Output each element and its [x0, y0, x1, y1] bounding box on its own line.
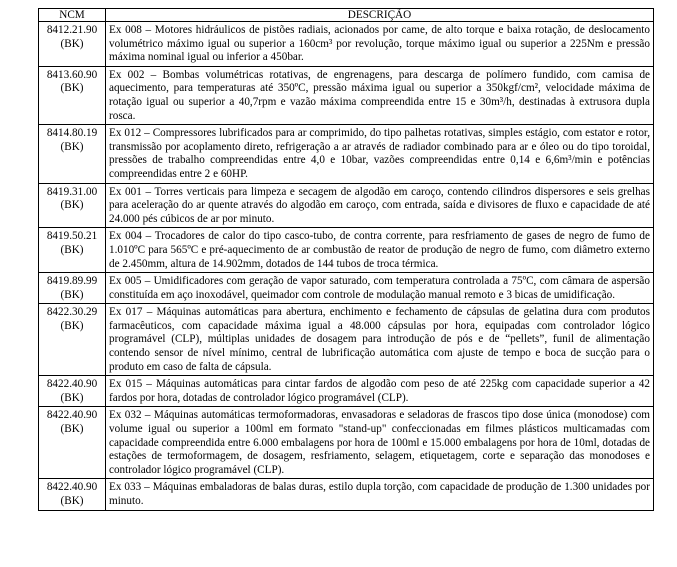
ncm-code: 8413.60.90: [46, 68, 98, 81]
ncm-cell: [39, 273, 106, 304]
description-cell: Ex 017 – Máquinas automáticas para abertura, enchimento e fechamento de cápsulas de gelatina dura com produtos farmacêuticos, com capacidade máxima igual a 48.000 cápsulas por hora, equipadas com controlador lógico programável (CLP), múltiplas unidades de dosagem para introdução de pós e de “pellets”, funil de alimentação contendo sensor de nível mínimo, central de lubrificação automática com ajuste de tempo e boca de sucção para o produto em caso de falta de cápsula.: [106, 304, 654, 376]
description-cell: Ex 004 – Trocadores de calor do tipo casco-tubo, de contra corrente, para resfriamento de gases de negro de fumo de 1.010ºC para 565ºC e pré-aquecimento de ar combustão de reator de produção de negro de fumo, com diâmetro externo de 2.450mm, altura de 14.902mm, dotados de 144 tubos de troca térmica.: [106, 228, 654, 273]
ncm-cell: [39, 228, 106, 273]
table-row: [39, 407, 654, 479]
table-row: [39, 228, 654, 273]
description-cell: Ex 032 – Máquinas automáticas termoformadoras, envasadoras e seladoras de frascos tipo dose única (monodose) com volume igual ou superior a 100ml em formato "stand-up" confeccionadas em filmes plásticos multicamadas com capacidade compreendida entre 6.000 embalagens por hora de 100ml e 15.000 embalagens por hora de 10ml, dotadas de estações de termoformagem, de dosagem, resfriamento, selagem, etiquetagem, corte e separação das monodoses e controlador lógico programável (CLP).: [106, 407, 654, 479]
table-row: [39, 479, 654, 510]
ncm-code: 8422.40.90: [46, 409, 98, 422]
description-cell: Ex 001 – Torres verticais para limpeza e secagem de algodão em caroço, contendo cilindros dispersores e seis grelhas para aceleração do ar quente através do algodão em caroço, com entrada, saída e divisores de fluxo e capacidade de até 24.000 pés cúbicos de ar por minuto.: [106, 183, 654, 228]
table-body: [39, 22, 654, 511]
ncm-tag: (BK): [60, 423, 84, 436]
ncm-description-table: [38, 8, 654, 511]
ncm-code: 8422.30.29: [46, 306, 98, 319]
ncm-tag: (BK): [60, 37, 84, 50]
description-cell: Ex 012 – Compressores lubrificados para ar comprimido, do tipo palhetas rotativas, simples estágio, com estator e rotor, transmissão por acoplamento direto, refrigeração a ar através de radiador combinado para ar e óleo ou do tipo toroidal, pressões de trabalho compreendidas entre 4,0 e 10bar, vazões compreendidas entre 0,14 e 6,6m³/min e potências compreendidas entre 2 e 60HP.: [106, 125, 654, 183]
ncm-code: 8419.50.21: [46, 230, 98, 243]
ncm-tag: (BK): [60, 319, 84, 332]
description-cell: Ex 033 – Máquinas embaladoras de balas duras, estilo dupla torção, com capacidade de produção de 1.300 unidades por minuto.: [106, 479, 654, 510]
header-description: DESCRIÇÃO: [106, 9, 654, 22]
table-header-row: [39, 9, 654, 22]
header-ncm: NCM: [39, 9, 106, 22]
table-row: [39, 304, 654, 376]
ncm-tag: (BK): [60, 199, 84, 212]
ncm-tag: (BK): [60, 82, 84, 95]
description-cell: Ex 002 – Bombas volumétricas rotativas, de engrenagens, para descarga de polímero fundido, com camisa de aquecimento, para temperaturas até 350ºC, pressão máxima igual ou superior a 350kgf/cm², velocidade máxima de rotação igual ou superior a 40,7rpm e vazão máxima compreendida entre 15 e 30m³/h, destinadas à extrusora dupla rosca.: [106, 66, 654, 124]
ncm-tag: (BK): [60, 391, 84, 404]
ncm-cell: [39, 183, 106, 228]
table-row: [39, 376, 654, 407]
ncm-cell: [39, 407, 106, 479]
ncm-cell: [39, 22, 106, 67]
table-row: [39, 183, 654, 228]
table-row: [39, 273, 654, 304]
ncm-cell: [39, 376, 106, 407]
table-row: [39, 125, 654, 183]
ncm-cell: [39, 125, 106, 183]
description-cell: Ex 008 – Motores hidráulicos de pistões radiais, acionados por came, de alto torque e baixa rotação, de deslocamento volumétrico máximo igual ou superior a 160cm³ por revolução, torque máximo igual ou superior a 225Nm e pressão máxima nominal igual ou inferior a 450bar.: [106, 22, 654, 67]
table-row: [39, 22, 654, 67]
ncm-code: 8414.80.19: [46, 127, 98, 140]
ncm-cell: [39, 479, 106, 510]
ncm-tag: (BK): [60, 140, 84, 153]
ncm-cell: [39, 66, 106, 124]
ncm-cell: [39, 304, 106, 376]
ncm-tag: (BK): [60, 495, 84, 507]
ncm-code: 8412.21.90: [46, 24, 98, 36]
ncm-code: 8419.31.00: [46, 185, 98, 198]
ncm-code: 8422.40.90: [46, 481, 98, 494]
table-row: [39, 66, 654, 124]
ncm-code: 8422.40.90: [46, 378, 98, 391]
description-cell: Ex 005 – Umidificadores com geração de vapor saturado, com temperatura controlada a 75ºC, com câmara de aspersão constituída em aço inoxodável, queimador com controle de modulação manual remoto e 3 bicas de umidificação.: [106, 273, 654, 304]
description-cell: Ex 015 – Máquinas automáticas para cintar fardos de algodão com peso de até 225kg com capacidade superior a 42 fardos por hora, dotadas de controlador lógico programável (CLP).: [106, 376, 654, 407]
ncm-tag: (BK): [60, 243, 84, 256]
ncm-code: 8419.89.99: [46, 275, 98, 288]
ncm-tag: (BK): [60, 288, 84, 301]
